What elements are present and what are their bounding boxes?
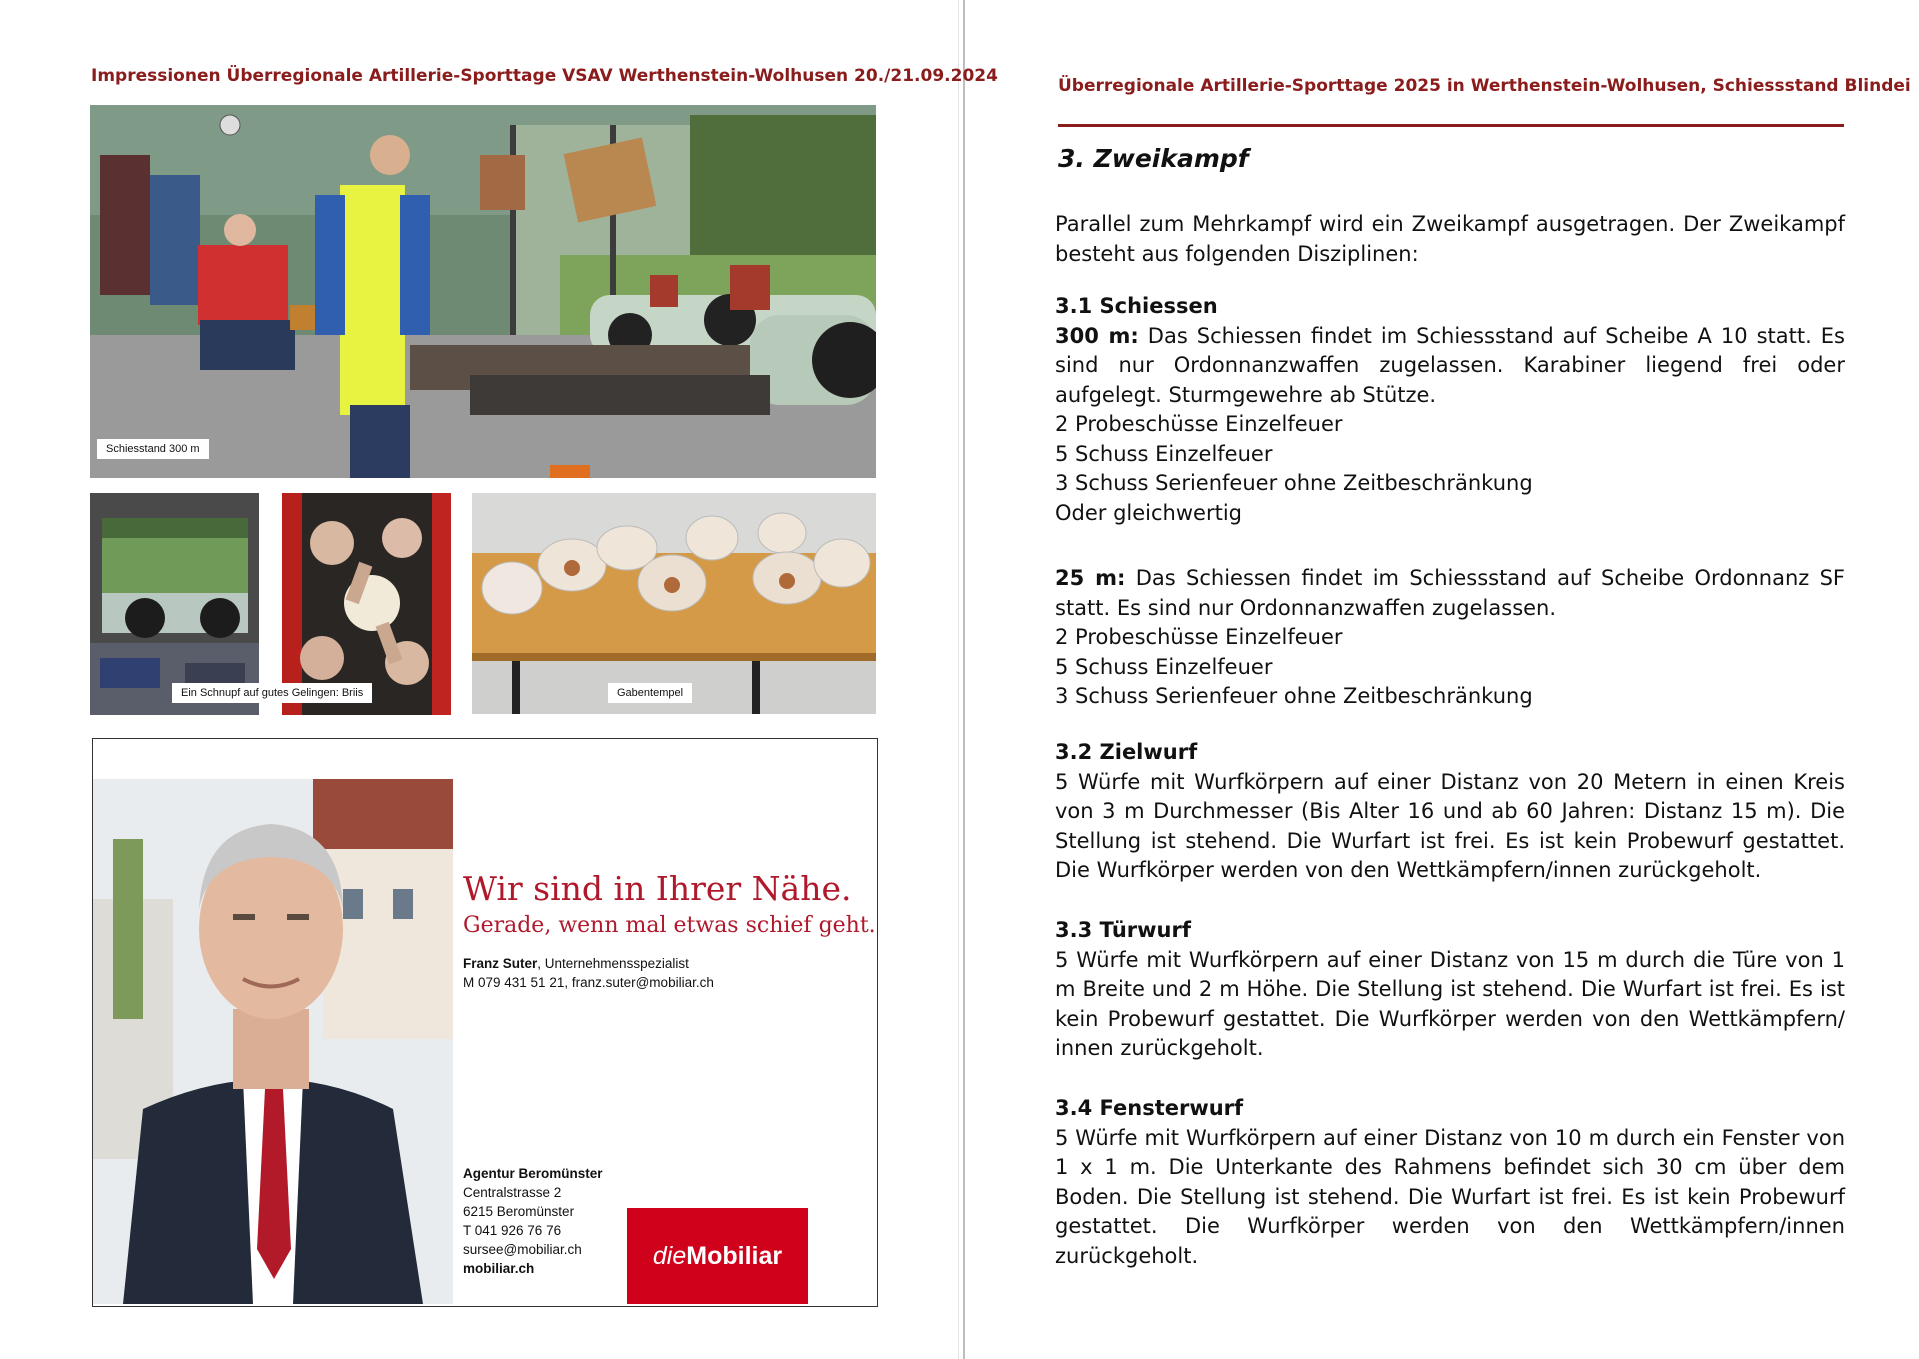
photo-caption-range: Schiesstand 300 m [97, 439, 209, 459]
text-3-3: 5 Würfe mit Wurfkörpern auf einer Distanz von 15 m durch die Türe von 1 m Breite und 2 m Höhe. Die Stellung ist stehend. Die Wurfart ist frei. Es ist kein Probewurf gestattet. Die Wurfkörper werden von den Wettkämpfern/ innen zurückgeholt. [1055, 947, 1845, 1060]
agency-phone: T 041 926 76 76 [463, 1223, 562, 1238]
logo-die: die [652, 1241, 687, 1270]
heading-3-3: 3.3 Türwurf [1055, 918, 1191, 942]
mobiliar-advertisement [92, 738, 878, 1307]
snuff-photo [282, 493, 451, 715]
shooting-range-photo [90, 105, 876, 478]
photo-caption-snuff: Ein Schnupf auf gutes Gelingen: Briis [172, 683, 372, 703]
agency-street: Centralstrasse 2 [463, 1185, 562, 1200]
line-300m-3: 3 Schuss Serienfeuer ohne Zeitbeschränkung [1055, 471, 1533, 495]
section-3-4 [1055, 1094, 1845, 1271]
left-page-header: Impressionen Überregionale Artillerie-Sporttage VSAV Werthenstein-Wolhusen 20./21.09.2024 [91, 66, 998, 86]
section-3-3 [1055, 916, 1845, 1064]
agency-email: sursee@mobiliar.ch [463, 1242, 582, 1257]
right-page-header: Überregionale Artillerie-Sporttage 2025 in Werthenstein-Wolhusen, Schiessstand Blindei [1058, 76, 1911, 96]
section-3-1 [1055, 292, 1845, 528]
text-300m: Das Schiessen findet im Schiessstand auf Scheibe A 10 statt. Es sind nur Ordonnanzwaffen zugelassen. Karabiner liegend frei oder aufgelegt. Sturmgewehre ab Stütze. [1055, 323, 1845, 407]
line-300m-1: 2 Probeschüsse Einzelfeuer [1055, 412, 1343, 436]
text-25m: Das Schiessen findet im Schiessstand auf Scheibe Ordonnanz SF statt. Es sind nur Ordonnanzwaffen zugelassen. [1055, 566, 1845, 620]
section-title: 3. Zweikampf [1058, 144, 1249, 173]
intro-paragraph: Parallel zum Mehrkampf wird ein Zweikampf ausgetragen. Der Zweikampf besteht aus folgenden Disziplinen: [1055, 212, 1845, 266]
snuff-illustration [282, 493, 451, 715]
agency-web: mobiliar.ch [463, 1261, 535, 1276]
agency-city: 6215 Beromünster [463, 1204, 575, 1219]
prize-table-illustration [472, 493, 876, 714]
logo-mobiliar: Mobiliar [686, 1241, 783, 1270]
line-300m-2: 5 Schuss Einzelfeuer [1055, 441, 1273, 466]
ad-contact-block [463, 954, 714, 992]
contact-name: Franz Suter [463, 956, 538, 971]
heading-3-2: 3.2 Zielwurf [1055, 740, 1198, 764]
agency-address-block [463, 1164, 603, 1278]
text-3-4: 5 Würfe mit Wurfkörpern auf einer Distanz von 10 m durch ein Fenster von 1 x 1 m. Die Unterkante des Rahmens befindet sich 30 cm über dem Boden. Die Stellung ist stehend. Die Wurfart ist frei. Es ist kein Probewurf gestattet. Die Wurfkörper werden von den Wettkämpfern/innen zurückgeholt. [1055, 1125, 1845, 1268]
text-3-2: 5 Würfe mit Wurfkörpern auf einer Distanz von 20 Metern in einen Kreis von 3 m Durchmesser (Bis Alter 16 und ab 60 Jahren: Distanz 15 m). Die Stellung ist stehend. Die Wurfart ist frei. Es ist kein Probewurf gestattet. Die Wurfkörper werden von den Wettkämpfern/innen zurückgeholt. [1055, 769, 1845, 882]
header-rule [1058, 124, 1844, 127]
range-view-photo [90, 493, 259, 715]
label-300m: 300 m: [1055, 323, 1139, 348]
contact-line: M 079 431 51 21, franz.suter@mobiliar.ch [463, 975, 714, 990]
prize-table-photo [472, 493, 876, 714]
agent-portrait [93, 779, 453, 1304]
contact-role: , Unternehmensspezialist [537, 956, 689, 971]
heading-3-1: 3.1 Schiessen [1055, 294, 1218, 318]
line-300m-4: Oder gleichwertig [1055, 500, 1242, 525]
ad-headline: Wir sind in Ihrer Nähe. [463, 869, 852, 908]
label-25m: 25 m: [1055, 566, 1126, 590]
agency-name: Agentur Beromünster [463, 1166, 603, 1181]
line-25m-3: 3 Schuss Serienfeuer ohne Zeitbeschränkung [1055, 684, 1533, 708]
section-3-2 [1055, 738, 1845, 886]
photo-caption-prizes: Gabentempel [608, 683, 692, 703]
section-25m [1055, 564, 1845, 712]
line-25m-2: 5 Schuss Einzelfeuer [1055, 654, 1273, 679]
range-view-illustration [90, 493, 259, 715]
shooting-range-illustration [90, 105, 876, 478]
page-fold-shadow [958, 0, 959, 1359]
page-fold [963, 0, 965, 1359]
heading-3-4: 3.4 Fensterwurf [1055, 1096, 1244, 1120]
ad-subheadline: Gerade, wenn mal etwas schief geht. [463, 913, 876, 938]
line-25m-1: 2 Probeschüsse Einzelfeuer [1055, 625, 1343, 649]
mobiliar-logo [627, 1208, 808, 1304]
